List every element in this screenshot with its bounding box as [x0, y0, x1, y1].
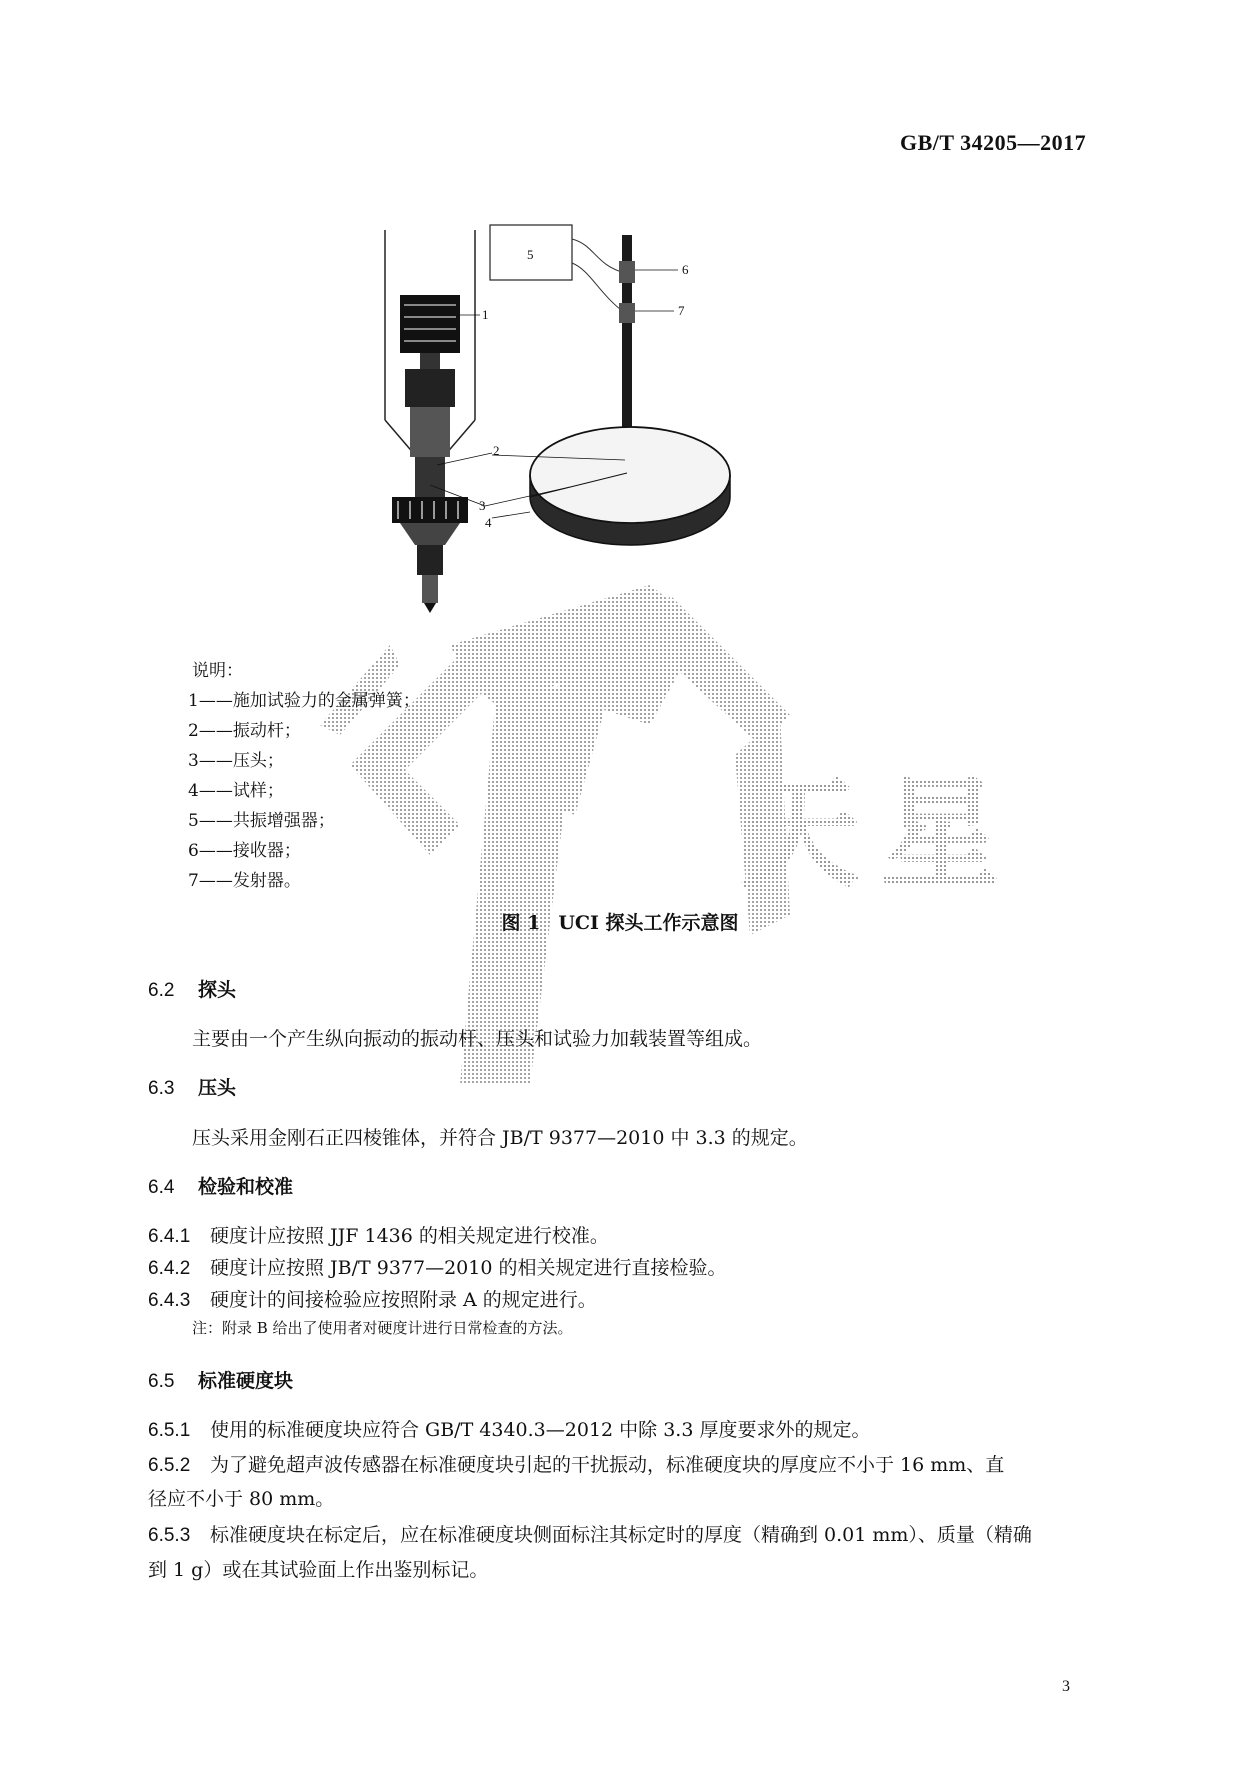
clause-6-5-2-continued: 径应不小于 80 mm。	[148, 1488, 335, 1510]
section-heading-6-2	[148, 975, 236, 1002]
section-number: 6.3	[148, 1078, 175, 1099]
receiver	[619, 261, 635, 283]
figure-number: 图 1	[501, 912, 541, 934]
section-title: 压头	[198, 1077, 237, 1099]
transmitter	[619, 303, 635, 323]
section-number: 6.2	[148, 980, 175, 1001]
clause-text: 硬度计的间接检验应按照附录 A 的规定进行。	[210, 1289, 597, 1311]
clause-6-5-3-continued: 到 1 g）或在其试验面上作出鉴别标记。	[148, 1559, 489, 1581]
clause-number: 6.5.2	[148, 1455, 191, 1476]
clause-text: 使用的标准硬度块应符合 GB/T 4340.3—2012 中除 3.3 厚度要求外的规定。	[210, 1419, 871, 1441]
legend-item: 3——压头；	[188, 751, 284, 771]
standard-code: GB/T 34205—2017	[900, 130, 1087, 155]
clause-number: 6.4.1	[148, 1226, 191, 1247]
clause-6-4-2	[148, 1253, 726, 1280]
legend-item: 6——接收器；	[188, 841, 301, 861]
section-heading-6-4	[148, 1172, 293, 1199]
leader-4	[492, 512, 530, 518]
legend-item: 5——共振增强器；	[188, 811, 335, 831]
clause-text: 硬度计应按照 JB/T 9377—2010 的相关规定进行直接检验。	[210, 1257, 727, 1279]
page-number: 3	[1062, 1678, 1070, 1695]
uci-probe-diagram	[380, 225, 860, 645]
callout-1-label: 1	[482, 307, 489, 322]
spring-assembly	[400, 295, 460, 369]
callout-7-label: 7	[678, 303, 685, 318]
legend-title: 说明：	[192, 661, 243, 681]
callout-6-label: 6	[682, 262, 689, 277]
vibration-rod-body	[392, 369, 468, 613]
callout-3-label: 3	[479, 498, 486, 513]
figure-caption	[0, 908, 1240, 935]
clause-number: 6.4.2	[148, 1258, 191, 1279]
watermark-text-tian: 天	[740, 763, 860, 904]
legend-item: 4——试样；	[188, 781, 284, 801]
legend-item: 1——施加试验力的金属弹簧；	[188, 691, 420, 711]
clause-number: 6.4.3	[148, 1290, 191, 1311]
paragraph-6-3: 压头采用金刚石正四棱锥体，并符合 JB/T 9377—2010 中 3.3 的规定。	[192, 1127, 808, 1149]
section-title: 探头	[198, 979, 237, 1001]
clause-number: 6.5.1	[148, 1420, 191, 1441]
clause-6-5-2	[148, 1450, 1004, 1477]
legend-item: 7——发射器。	[188, 871, 301, 891]
callout-2-label: 2	[493, 443, 500, 458]
paragraph-6-2: 主要由一个产生纵向振动的振动杆、压头和试验力加载装置等组成。	[192, 1028, 763, 1050]
clause-6-4-3	[148, 1285, 597, 1312]
note-6-4: 注：附录 B 给出了使用者对硬度计进行日常检查的方法。	[192, 1319, 573, 1337]
section-heading-6-5	[148, 1366, 293, 1393]
watermark-logo	[320, 585, 1000, 1095]
section-title: 检验和校准	[198, 1176, 294, 1198]
clause-6-5-3	[148, 1520, 1032, 1547]
clause-6-4-1	[148, 1221, 609, 1248]
legend-item: 2——振动杆；	[188, 721, 301, 741]
clause-number: 6.5.3	[148, 1525, 191, 1546]
callout-4-label: 4	[485, 515, 492, 530]
watermark-text-xing: 星	[880, 763, 1000, 904]
section-number: 6.5	[148, 1371, 175, 1392]
figure-caption-text: UCI 探头工作示意图	[558, 912, 739, 934]
clause-text: 硬度计应按照 JJF 1436 的相关规定进行校准。	[210, 1225, 609, 1247]
clause-text: 标准硬度块在标定后，应在标准硬度块侧面标注其标定时的厚度（精确到 0.01 mm）、质量（精确	[210, 1524, 1032, 1546]
callout-5-label: 5	[527, 247, 534, 262]
section-number: 6.4	[148, 1177, 175, 1198]
specimen-disk	[530, 427, 730, 545]
watermark-shape	[320, 585, 790, 1085]
section-title: 标准硬度块	[198, 1370, 294, 1392]
clause-6-5-1	[148, 1415, 870, 1442]
clause-text: 为了避免超声波传感器在标准硬度块引起的干扰振动，标准硬度块的厚度应不小于 16 mm、直	[210, 1454, 1005, 1476]
section-heading-6-3	[148, 1073, 236, 1100]
